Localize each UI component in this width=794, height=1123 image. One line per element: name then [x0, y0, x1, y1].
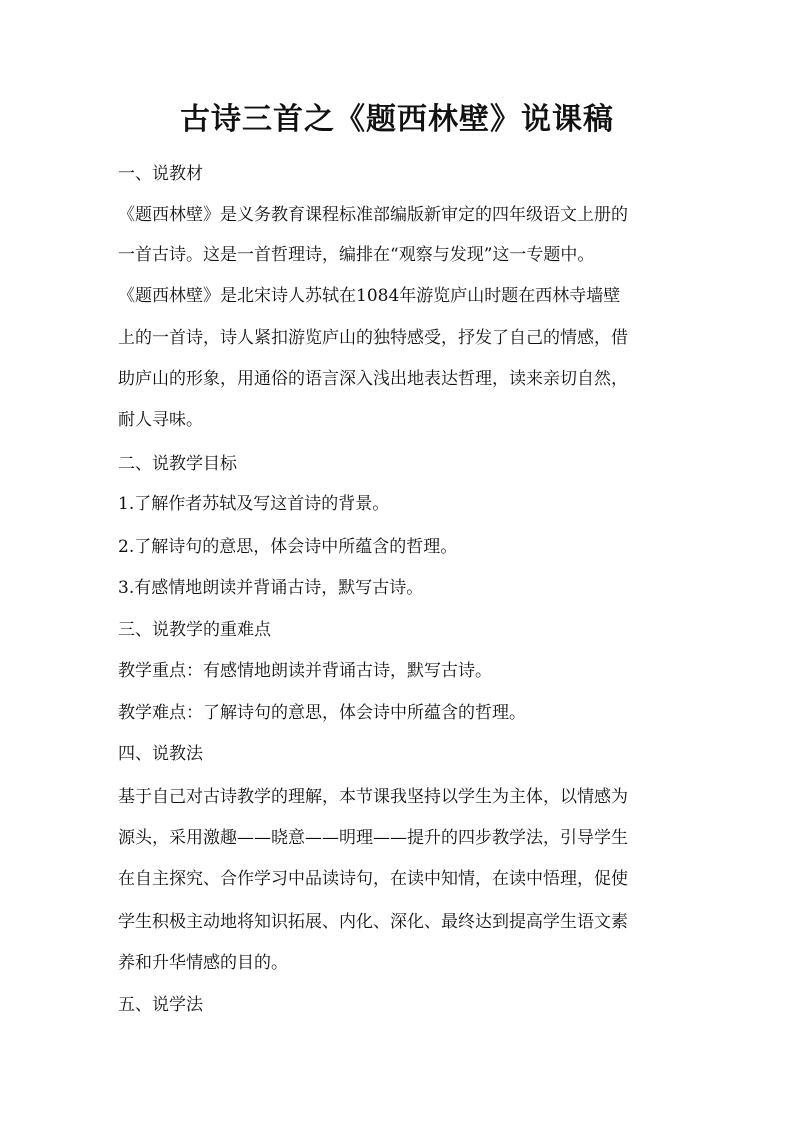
section-heading-learning-method: 五、说学法: [118, 995, 203, 1015]
section-heading-key-points: 三、说教学的重难点: [118, 620, 271, 640]
paragraph-line: 养和升华情感的目的。: [118, 953, 288, 973]
section-heading-teaching-method: 四、说教法: [118, 744, 203, 764]
paragraph-line: 耐人寻味。: [118, 410, 203, 430]
list-item: 1.了解作者苏轼及写这首诗的背景。: [118, 494, 390, 514]
paragraph-line: 助庐山的形象，用通俗的语言深入浅出地表达哲理，读来亲切自然，: [118, 369, 628, 389]
list-item: 3.有感情地朗读并背诵古诗，默写古诗。: [118, 578, 424, 598]
paragraph-line: 教学难点：了解诗句的意思，体会诗中所蕴含的哲理。: [118, 703, 526, 723]
paragraph-line: 上的一首诗，诗人紧扣游览庐山的独特感受，抒发了自己的情感，借: [118, 328, 628, 348]
paragraph-line: 学生积极主动地将知识拓展、内化、深化、最终达到提高学生语文素: [118, 912, 628, 932]
section-heading-teaching-goals: 二、说教学目标: [118, 454, 237, 474]
paragraph-line: 源头，采用激趣——晓意——明理——提升的四步教学法，引导学生: [118, 828, 628, 848]
paragraph-line: 教学重点：有感情地朗读并背诵古诗，默写古诗。: [118, 661, 492, 681]
section-heading-teaching-material: 一、说教材: [118, 164, 203, 184]
document-title: 古诗三首之《题西林壁》说课稿: [180, 102, 614, 137]
paragraph-line: 在自主探究、合作学习中品读诗句，在读中知情，在读中悟理，促使: [118, 869, 628, 889]
paragraph-line: 一首古诗。这是一首哲理诗，编排在“观察与发现”这一专题中。: [118, 245, 595, 265]
paragraph-line: 《题西林壁》是北宋诗人苏轼在1084年游览庐山时题在西林寺墙壁: [118, 286, 621, 306]
paragraph-line: 《题西林壁》是义务教育课程标准部编版新审定的四年级语文上册的: [118, 205, 628, 225]
list-item: 2.了解诗句的意思，体会诗中所蕴含的哲理。: [118, 537, 458, 557]
paragraph-line: 基于自己对古诗教学的理解，本节课我坚持以学生为主体，以情感为: [118, 787, 628, 807]
